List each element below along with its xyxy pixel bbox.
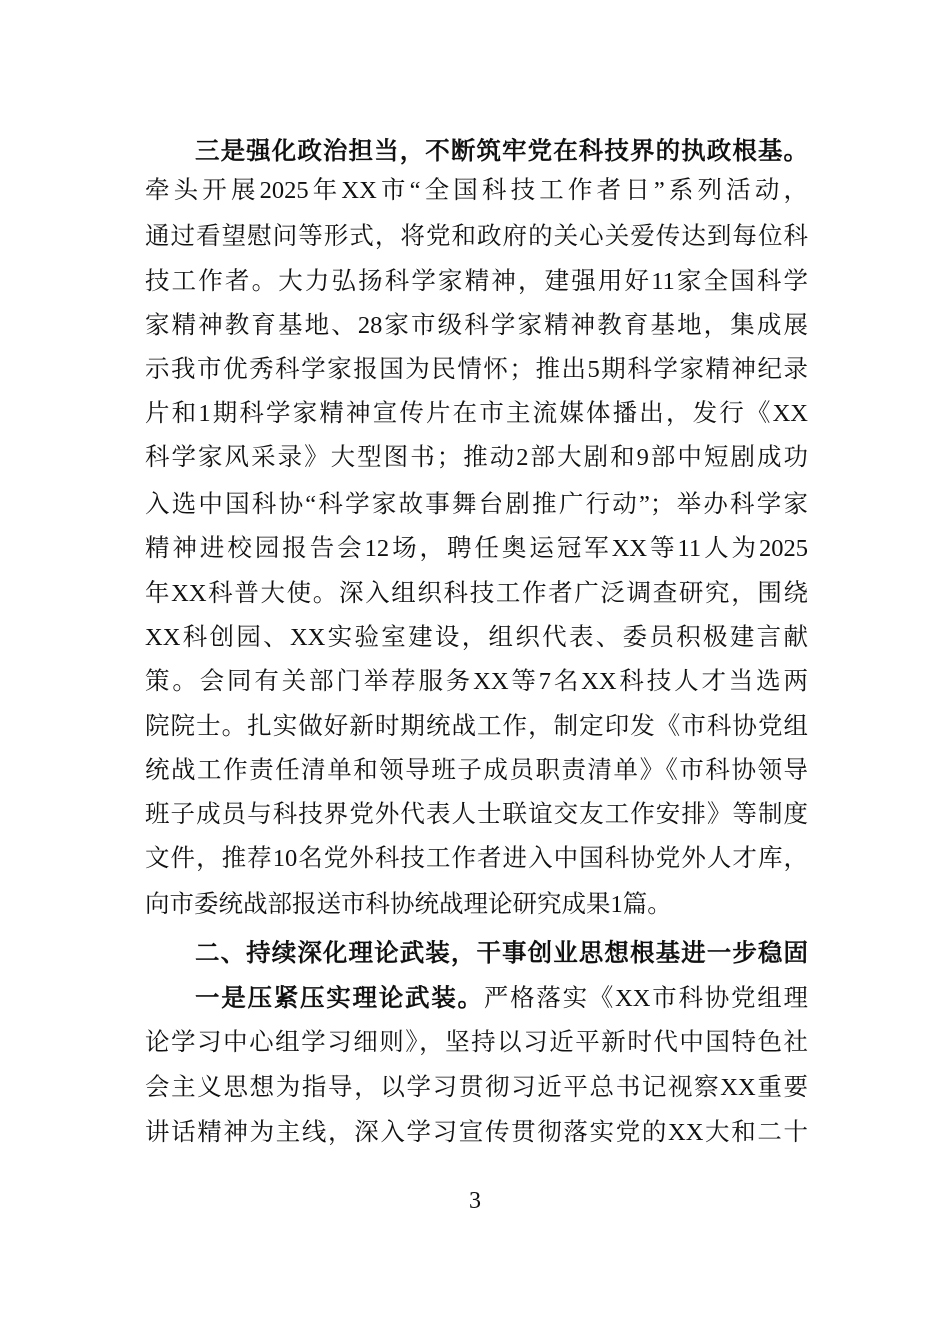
paragraph-heading: 三是强化政治担当，不断筑牢党在科技界的执政根基。 — [195, 136, 808, 165]
text-line: 片和1期科学家精神宣传片在市主流媒体播出，发行《XX — [145, 400, 808, 427]
text-line: 统战工作责任清单和领导班子成员职责清单》《市科协领导 — [145, 757, 808, 784]
text-line: 示我市优秀科学家报国为民情怀；推出5期科学家精神纪录 — [145, 356, 808, 383]
text-line: 论学习中心组学习细则》，坚持以习近平新时代中国特色社 — [145, 1029, 808, 1056]
text-line: 班子成员与科技界党外代表人士联谊交友工作安排》等制度 — [145, 801, 808, 828]
text-line: 牵头开展2025年XX市“全国科技工作者日”系列活动， — [145, 177, 808, 204]
text-line: 科学家风采录》大型图书；推动2部大剧和9部中短剧成功 — [145, 444, 808, 471]
text-line: 通过看望慰问等形式，将党和政府的关心关爱传达到每位科 — [145, 223, 808, 250]
text-line — [195, 983, 808, 1014]
text-line: 会主义思想为指导，以学习贯彻习近平总书记视察XX重要 — [145, 1074, 808, 1101]
text-line: 策。会同有关部门举荐服务XX等7名XX科技人才当选两 — [145, 668, 808, 695]
text-line: 技工作者。大力弘扬科学家精神，建强用好11家全国科学 — [145, 268, 808, 295]
text-line: 年XX科普大使。深入组织科技工作者广泛调查研究，围绕 — [145, 580, 808, 607]
text-line: 院院士。扎实做好新时期统战工作，制定印发《市科协党组 — [145, 713, 808, 740]
text-line: XX科创园、XX实验室建设，组织代表、委员积极建言献 — [145, 624, 808, 651]
section-heading: 二、持续深化理论武装，干事创业思想根基进一步稳固 — [195, 938, 808, 967]
text-span: 严格落实《XX市科协党组理 — [483, 985, 809, 1012]
text-line: 精神进校园报告会12场，聘任奥运冠军XX等11人为2025 — [145, 535, 808, 562]
text-line: 文件，推荐10名党外科技工作者进入中国科协党外人才库， — [145, 845, 808, 872]
text-line: 向市委统战部报送市科协统战理论研究成果1篇。 — [145, 891, 672, 918]
paragraph-lead: 一是压紧压实理论武装。 — [195, 983, 484, 1012]
text-line: 家精神教育基地、28家市级科学家精神教育基地，集成展 — [145, 312, 808, 339]
page-number: 3 — [469, 1188, 481, 1214]
text-line: 讲话精神为主线，深入学习宣传贯彻落实党的XX大和二十 — [145, 1119, 808, 1146]
text-line: 入选中国科协“科学家故事舞台剧推广行动”；举办科学家 — [145, 491, 808, 518]
